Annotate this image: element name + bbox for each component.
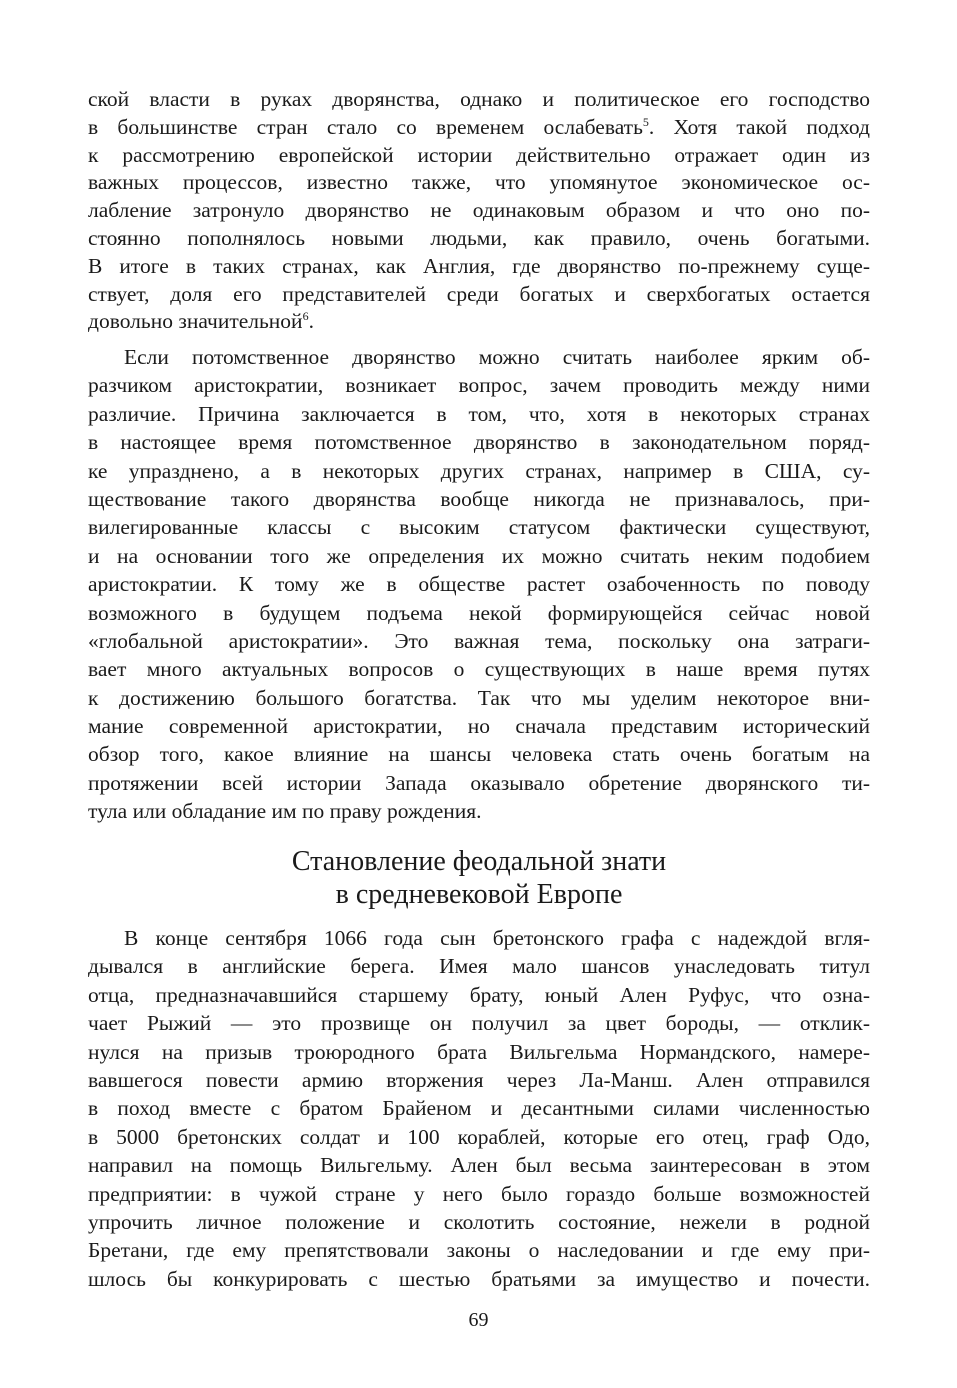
paragraph-continued <box>88 86 870 336</box>
text-line: вает много актуальных вопросов о существующих в наше время путях <box>88 657 870 682</box>
text-line: в поход вместе с братом Брайеном и десантными силами численностью <box>88 1096 870 1121</box>
text-line: дывался в английские берега. Имея мало шансов унаследовать титул <box>88 954 870 979</box>
text-line: ке упразднено, а в некоторых других странах, например в США, су- <box>88 458 870 483</box>
text-line: аристократии. К тому же в обществе растет озабоченность по поводу <box>88 572 870 597</box>
text-line: различие. Причина заключается в том, что, хотя в некоторых странах <box>88 401 870 426</box>
paragraph-aristocracy <box>88 343 870 826</box>
text-line: Бретани, где ему препятствовали законы о наследовании и где ему при- <box>88 1238 870 1263</box>
text-line: стоянно пополнялось новыми людьми, как правило, очень богатыми. <box>88 225 870 250</box>
paragraph-feudal-nobility <box>88 924 870 1293</box>
text-line: Если потомственное дворянство можно считать наиболее ярким об- <box>124 345 870 369</box>
text-line: В конце сентября 1066 года сын бретонского графа с надеждой вгля- <box>124 926 870 950</box>
text-line: мание современной аристократии, но сначала представим исторический <box>88 714 870 739</box>
text-line: вилегированные классы с высоким статусом фактически существуют, <box>88 515 870 540</box>
text-line: шлось бы конкурировать с шестью братьями за имущество и почести. <box>88 1266 870 1291</box>
text-line: отца, предназначавшийся старшему брату, юный Ален Руфус, что озна- <box>88 982 870 1007</box>
text-line: к рассмотрению европейской истории действительно отражает один из <box>88 142 870 167</box>
text-line: нулся на призыв троюродного брата Вильгельма Нормандского, намере- <box>88 1039 870 1064</box>
section-heading-line-1: Становление феодальной знати <box>291 846 667 877</box>
text-line: вавшегося повести армию вторжения через Ла-Манш. Ален отправился <box>88 1067 870 1092</box>
text-line: и на основании того же определения их можно считать неким подобием <box>88 543 870 568</box>
text-line: тула или обладание им по праву рождения. <box>88 799 482 824</box>
text-line: предприятии: в чужой стране у него было гораздо больше возможностей <box>88 1181 870 1206</box>
text-line: «глобальной аристократии». Это важная тема, поскольку она затраги- <box>88 628 870 653</box>
text-line: чает Рыжий — это прозвище он получил за цвет бороды, — отклик- <box>88 1011 870 1036</box>
text-line: направил на помощь Вильгельму. Ален был весьма заинтересован в этом <box>88 1153 870 1178</box>
text-line: упрочить личное положение и сколотить состояние, нежели в родной <box>88 1209 870 1234</box>
text-line: лабление затронуло дворянство не одинаковым образом и что оно по- <box>88 198 870 223</box>
text-line: в большинстве стран стало со временем ослабевать$^5$. Хотя такой подход <box>88 114 870 139</box>
text-line: возможного в будущем подъема некой формирующейся сейчас новой <box>88 600 870 625</box>
text-line: в 5000 бретонских солдат и 100 кораблей, которые его отец, граф Одо, <box>88 1124 870 1149</box>
text-line: в настоящее время потомственное дворянство в законодательном поряд- <box>88 430 870 455</box>
text-line: ществование такого дворянства вообще никогда не признавалось, при- <box>88 486 870 511</box>
text-line: обзор того, какое влияние на шансы человека стать очень богатым на <box>88 742 870 767</box>
text-line: важных процессов, известно также, что упомянутое экономическое ос- <box>88 170 870 195</box>
section-heading <box>88 845 870 911</box>
page-number: 69 <box>468 1309 489 1331</box>
text-line: протяжении всей истории Запада оказывало обретение дворянского ти- <box>88 770 870 795</box>
text-line: ской власти в руках дворянства, однако и политическое его господство <box>88 87 870 111</box>
text-line: к достижению большого богатства. Так что мы уделим некоторое вни- <box>88 685 870 710</box>
text-line: разчиком аристократии, возникает вопрос, зачем проводить между ними <box>88 373 870 398</box>
text-line: довольно значительной$^6$. <box>88 309 314 334</box>
text-line: В итоге в таких странах, как Англия, где дворянство по-прежнему суще- <box>88 253 870 278</box>
section-heading-line-2: в средневековой Европе <box>335 879 623 910</box>
text-line: ствует, доля его представителей среди богатых и сверхбогатых остается <box>88 281 870 306</box>
